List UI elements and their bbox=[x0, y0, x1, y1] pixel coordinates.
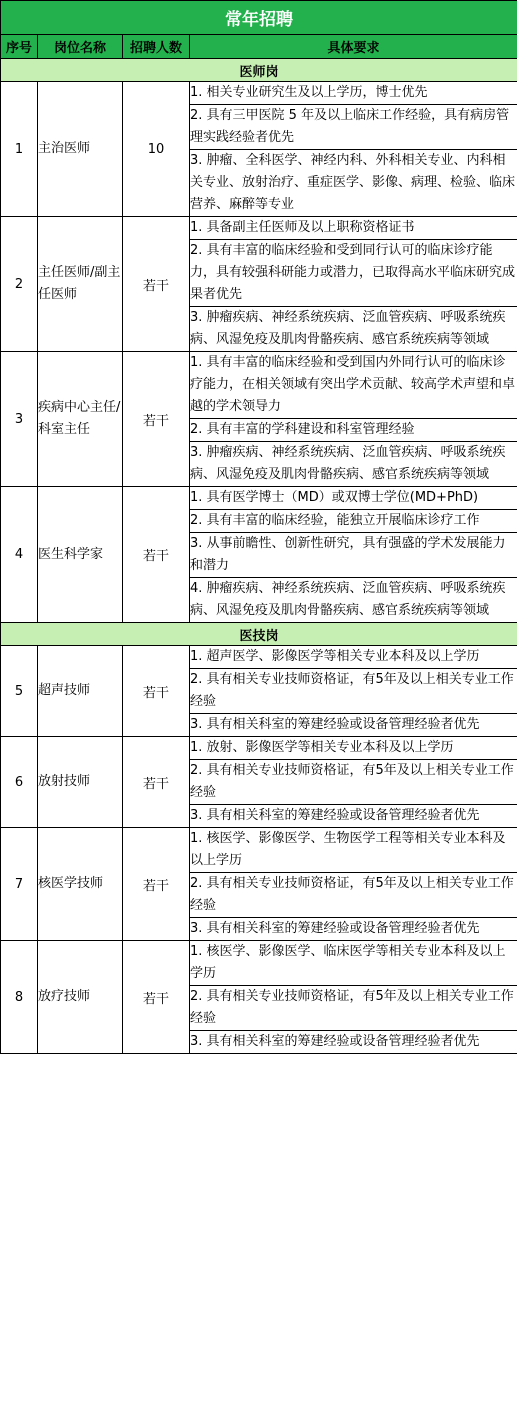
section-title: 医师岗 bbox=[1, 59, 517, 82]
position-name: 疾病中心主任/ 科室主任 bbox=[38, 352, 123, 487]
requirement-item: 3. 具有相关科室的筹建经验或设备管理经验者优先 bbox=[190, 918, 517, 941]
requirement-item: 1. 核医学、影像医学、生物医学工程等相关专业本科及以上学历 bbox=[190, 828, 517, 873]
table-row bbox=[1, 828, 517, 873]
requirement-item: 1. 具有丰富的临床经验和受到国内外同行认可的临床诊疗能力，在相关领域有突出学术贡献、较高学术声望和卓越的学术领导力 bbox=[190, 352, 517, 419]
headcount: 若干 bbox=[123, 828, 190, 941]
requirement-item: 2. 具有相关专业技师资格证，有5年及以上相关专业工作经验 bbox=[190, 760, 517, 805]
requirement-item: 2. 具有相关专业技师资格证，有5年及以上相关专业工作经验 bbox=[190, 669, 517, 714]
table-row bbox=[1, 352, 517, 419]
row-number: 3 bbox=[1, 352, 38, 487]
requirement-item: 3. 肿瘤、全科医学、神经内科、外科相关专业、内科相关专业、放射治疗、重症医学、影像、病理、检验、临床营养、麻醉等专业 bbox=[190, 150, 517, 217]
position-name: 主任医师/副主任医师 bbox=[38, 217, 123, 352]
table-row bbox=[1, 487, 517, 510]
requirement-item: 1. 放射、影像医学等相关专业本科及以上学历 bbox=[190, 737, 517, 760]
requirement-item: 2. 具有丰富的学科建设和科室管理经验 bbox=[190, 419, 517, 442]
requirement-item: 2. 具有丰富的临床经验，能独立开展临床诊疗工作 bbox=[190, 510, 517, 533]
headcount: 若干 bbox=[123, 352, 190, 487]
requirement-item: 4. 肿瘤疾病、神经系统疾病、泛血管疾病、呼吸系统疾病、风湿免疫及肌肉骨骼疾病、感官系统疾病等领域 bbox=[190, 578, 517, 623]
requirement-item: 3. 从事前瞻性、创新性研究，具有强盛的学术发展能力和潜力 bbox=[190, 533, 517, 578]
headcount: 若干 bbox=[123, 487, 190, 623]
requirement-item: 2. 具有相关专业技师资格证，有5年及以上相关专业工作经验 bbox=[190, 986, 517, 1031]
header-row bbox=[1, 35, 517, 59]
requirement-item: 1. 相关专业研究生及以上学历，博士优先 bbox=[190, 82, 517, 105]
requirement-item: 3. 肿瘤疾病、神经系统疾病、泛血管疾病、呼吸系统疾病、风湿免疫及肌肉骨骼疾病、感官系统疾病等领域 bbox=[190, 307, 517, 352]
table-row bbox=[1, 941, 517, 986]
table-row bbox=[1, 646, 517, 669]
position-name: 核医学技师 bbox=[38, 828, 123, 941]
position-name: 放疗技师 bbox=[38, 941, 123, 1054]
section-row bbox=[1, 623, 517, 646]
table-row bbox=[1, 737, 517, 760]
requirement-item: 1. 超声医学、影像医学等相关专业本科及以上学历 bbox=[190, 646, 517, 669]
requirement-item: 3. 肿瘤疾病、神经系统疾病、泛血管疾病、呼吸系统疾病、风湿免疫及肌肉骨骼疾病、感官系统疾病等领域 bbox=[190, 442, 517, 487]
headcount: 若干 bbox=[123, 646, 190, 737]
headcount: 若干 bbox=[123, 941, 190, 1054]
position-name: 主治医师 bbox=[38, 82, 123, 217]
row-number: 5 bbox=[1, 646, 38, 737]
row-number: 1 bbox=[1, 82, 38, 217]
header-position: 岗位名称 bbox=[38, 35, 123, 59]
title-row bbox=[1, 1, 517, 35]
headcount: 10 bbox=[123, 82, 190, 217]
row-number: 7 bbox=[1, 828, 38, 941]
table-row bbox=[1, 217, 517, 240]
row-number: 6 bbox=[1, 737, 38, 828]
requirement-item: 1. 具备副主任医师及以上职称资格证书 bbox=[190, 217, 517, 240]
table-row bbox=[1, 82, 517, 105]
requirement-item: 2. 具有相关专业技师资格证，有5年及以上相关专业工作经验 bbox=[190, 873, 517, 918]
headcount: 若干 bbox=[123, 737, 190, 828]
position-name: 超声技师 bbox=[38, 646, 123, 737]
requirement-item: 1. 具有医学博士（MD）或双博士学位(MD+PhD) bbox=[190, 487, 517, 510]
header-count: 招聘人数 bbox=[123, 35, 190, 59]
row-number: 8 bbox=[1, 941, 38, 1054]
row-number: 4 bbox=[1, 487, 38, 623]
page-title: 常年招聘 bbox=[1, 1, 517, 35]
requirement-item: 1. 核医学、影像医学、临床医学等相关专业本科及以上学历 bbox=[190, 941, 517, 986]
headcount: 若干 bbox=[123, 217, 190, 352]
header-no: 序号 bbox=[1, 35, 38, 59]
requirement-item: 3. 具有相关科室的筹建经验或设备管理经验者优先 bbox=[190, 1031, 517, 1054]
requirement-item: 3. 具有相关科室的筹建经验或设备管理经验者优先 bbox=[190, 805, 517, 828]
requirement-item: 3. 具有相关科室的筹建经验或设备管理经验者优先 bbox=[190, 714, 517, 737]
position-name: 放射技师 bbox=[38, 737, 123, 828]
row-number: 2 bbox=[1, 217, 38, 352]
requirement-item: 2. 具有三甲医院 5 年及以上临床工作经验，具有病房管理实践经验者优先 bbox=[190, 105, 517, 150]
position-name: 医生科学家 bbox=[38, 487, 123, 623]
requirement-item: 2. 具有丰富的临床经验和受到同行认可的临床诊疗能力，具有较强科研能力或潜力，已取得高水平临床研究成果者优先 bbox=[190, 240, 517, 307]
section-row bbox=[1, 59, 517, 82]
header-requirements: 具体要求 bbox=[190, 35, 517, 59]
section-title: 医技岗 bbox=[1, 623, 517, 646]
